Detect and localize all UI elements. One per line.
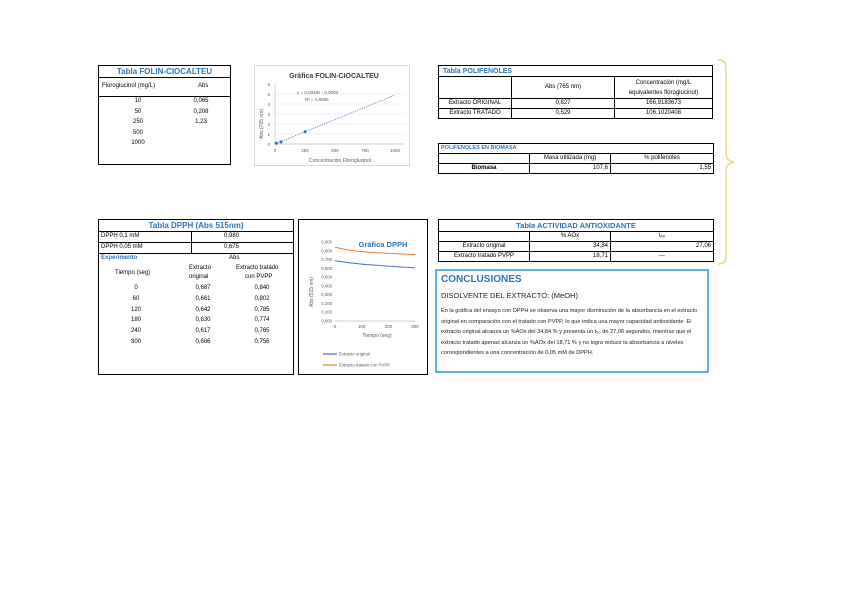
dpph-row-tratado: 0,774 <box>254 317 270 324</box>
folin-chart-svg <box>255 66 411 167</box>
folin-ytick: 6 <box>267 82 270 87</box>
folin-chart-title: Gráfica FOLIN-CIOCALTEU <box>289 73 379 80</box>
polifenoles-row-conc: 166,9183673 <box>615 99 713 109</box>
dpph-rows <box>99 284 293 349</box>
table-row <box>99 118 230 129</box>
actividad-row-t50: --- <box>611 252 714 262</box>
folin-row-conc: 500 <box>132 129 143 136</box>
dpph-h-trat2: con PVPP <box>245 274 273 280</box>
folin-rows <box>99 97 230 150</box>
dpph-row-original: 0,661 <box>195 295 211 302</box>
dpph-row-tratado: 0,840 <box>254 285 270 291</box>
biomasa-h-pct: % polifenoles <box>611 154 714 164</box>
dpph-ytick: 0,300 <box>321 292 332 298</box>
dpph-xtick: 300 <box>411 324 419 329</box>
folin-yticks <box>267 82 270 147</box>
dpph-chart-xlabel: Tiempo (seg) <box>362 333 392 339</box>
folin-chart-xlabel: Concentración Floroglucinol <box>309 158 371 164</box>
dpph-row-tiempo: 60 <box>132 295 140 302</box>
folin-row-conc: 10 <box>134 98 142 104</box>
polifenoles-h-conc2: equivalentes floroglucinol) <box>628 89 699 96</box>
folin-row-abs: 0,065 <box>193 98 209 104</box>
dpph-ytick: 0,400 <box>321 283 332 289</box>
dpph-exp-label: Experimento <box>101 255 138 261</box>
folin-table-title: Tabla FOLIN-CIOCALTEU <box>99 66 230 78</box>
polifenoles-row-abs: 0,827 <box>512 99 615 109</box>
folin-xtick: 500 <box>331 148 339 153</box>
dpph-ytick: 0,700 <box>321 257 332 263</box>
conclusiones-box <box>435 269 709 373</box>
table-row <box>99 306 293 317</box>
polifenoles-row-label: Extracto TRATADO <box>439 109 512 119</box>
dpph-r1-label: DPPH 0,1 mM <box>101 233 140 239</box>
dpph-chart-ylabel: Abs (515 nm) <box>309 276 315 308</box>
folin-col-conc: Floroglucinol (mg/L) <box>102 83 156 89</box>
actividad-h-aox: % AOx <box>530 232 611 242</box>
dpph-h-orig1: Extracto <box>189 265 212 271</box>
table-row <box>99 284 293 295</box>
table-row <box>99 295 293 306</box>
dpph-ytick: 0,800 <box>321 248 332 254</box>
actividad-row-label: Extracto tratado PVPP <box>439 252 530 262</box>
folin-col-abs: Abs <box>198 83 209 89</box>
dpph-row-original: 0,687 <box>195 285 211 291</box>
folin-point <box>303 130 306 133</box>
table-row <box>439 252 714 262</box>
dpph-row-tiempo: 0 <box>134 285 138 291</box>
actividad-h-t50: t₅₀ <box>611 232 714 242</box>
dpph-ytick: 0,000 <box>321 318 332 324</box>
dpph-chart-svg <box>299 220 427 374</box>
biomasa-title: POLIFENOLES EN BIOMASA <box>439 144 714 154</box>
dpph-chart-title: Gráfica DPPH <box>358 240 408 249</box>
dpph-abs-label: Abs <box>229 255 240 261</box>
folin-trendline <box>275 95 395 144</box>
folin-xtick: 750 <box>361 148 369 153</box>
biomasa-h-masa: Masa utilizada (mg) <box>530 154 611 164</box>
dpph-r2-label: DPPH 0,05 mM <box>101 244 143 250</box>
dpph-legend-label: Extracto original <box>339 351 370 357</box>
dpph-r1-val: 0,980 <box>224 233 240 239</box>
table-row <box>99 129 230 140</box>
folin-ytick: 0 <box>267 142 270 147</box>
biomasa-table <box>438 143 714 174</box>
biomasa-pct: 1,55 <box>611 164 714 174</box>
dpph-xtick: 200 <box>384 324 393 329</box>
folin-table <box>98 65 231 165</box>
table-row <box>439 99 713 109</box>
folin-xtick: 1000 <box>389 148 401 153</box>
actividad-row-label: Extracto original <box>439 242 530 252</box>
folin-ytick: 2 <box>267 122 270 127</box>
actividad-table <box>438 219 714 262</box>
table-row <box>99 97 230 108</box>
polifenoles-h-conc1: Concentración (mg/L <box>635 79 692 86</box>
table-row <box>439 164 714 174</box>
table-row <box>439 242 714 252</box>
table-row <box>99 316 293 327</box>
actividad-title: Tabla ACTIVIDAD ANTIOXIDANTE <box>439 220 714 232</box>
folin-chart <box>254 65 410 166</box>
dpph-ytick: 0,200 <box>321 300 332 306</box>
table-row <box>439 109 713 119</box>
table-row <box>99 108 230 119</box>
dpph-table-title: Tabla DPPH (Abs 515nm) <box>99 220 293 232</box>
dpph-row-original: 0,617 <box>195 328 211 335</box>
dpph-ytick: 0,600 <box>321 265 332 271</box>
dpph-table <box>98 219 294 375</box>
polifenoles-row-abs: 0,529 <box>512 109 615 119</box>
bracket-decoration <box>716 58 740 266</box>
folin-row-abs: 0,208 <box>193 108 209 115</box>
folin-r2: R² = 0,9885 <box>305 97 329 102</box>
polifenoles-title: Tabla POLIFENOLES <box>438 65 713 76</box>
actividad-row-aox: 34,84 <box>530 242 611 252</box>
folin-equation: y = 0,0049x - 0,0003 <box>297 90 339 95</box>
folin-row-conc: 1000 <box>131 140 145 146</box>
dpph-row-tratado: 0,765 <box>254 328 270 335</box>
dpph-row-original: 0,630 <box>195 317 211 324</box>
folin-point <box>279 140 282 143</box>
folin-ytick: 1 <box>267 132 270 137</box>
polifenoles-row-conc: 106,1020408 <box>615 109 713 119</box>
dpph-r2-val: 0,675 <box>224 244 240 250</box>
dpph-legend-label: Extracto tratado con PVPP <box>339 362 391 368</box>
conclusiones-title: CONCLUSIONES <box>441 274 522 285</box>
dpph-row-tiempo: 180 <box>130 317 141 324</box>
dpph-xtick: 0 <box>333 324 337 329</box>
folin-xticks <box>274 148 401 153</box>
folin-ytick: 5 <box>267 92 270 97</box>
dpph-ytick: 0,900 <box>321 239 332 245</box>
dpph-row-original: 0,606 <box>195 338 211 345</box>
dpph-row-tiempo: 300 <box>130 338 141 345</box>
biomasa-label: Biomasa <box>439 164 530 174</box>
folin-ytick: 4 <box>267 102 270 107</box>
dpph-h-tiempo: Tiempo (seg) <box>115 270 151 276</box>
dpph-ytick: 0,100 <box>321 309 332 315</box>
folin-row-conc: 50 <box>134 108 142 115</box>
biomasa-masa: 107,6 <box>530 164 611 174</box>
dpph-chart <box>298 219 428 375</box>
dpph-h-trat1: Extracto tratado <box>236 265 279 271</box>
dpph-h-orig2: original <box>189 274 209 280</box>
dpph-series-line <box>335 261 415 268</box>
dpph-row-tratado: 0,802 <box>254 295 270 302</box>
folin-row-conc: 250 <box>132 119 143 125</box>
polifenoles-row-label: Extracto ORIGINAL <box>439 99 512 109</box>
dpph-row-tiempo: 240 <box>130 328 141 335</box>
dpph-row-tiempo: 120 <box>130 306 141 313</box>
dpph-row-tratado: 0,756 <box>254 338 270 345</box>
actividad-row-t50: 27,06 <box>611 242 714 252</box>
conclusiones-body: En la gráfica del ensayo con DPPH se observa una mayor disminución de la absorbancia en el extracto original en comparación con el tratado con PVPP, lo que indica una mayor capacidad antioxidante. El extracto original alcanza un %AOx del 34,84 % y presenta un t₅₀ de 27,06 segundos, mientras que el extracto tratado apenas alcanza un %AOx del 18,71 % y no logra reducir la absorbancia a niveles correspondientes a una concentración de 0,05 mM de DPPH. <box>441 308 698 356</box>
table-row <box>99 338 293 349</box>
polifenoles-h-abs: Abs (765 nm) <box>512 77 615 99</box>
folin-chart-grid <box>275 94 405 144</box>
folin-point <box>275 142 278 145</box>
dpph-ytick: 0,500 <box>321 274 332 280</box>
dpph-row-original: 0,642 <box>195 306 211 313</box>
folin-xtick: 250 <box>301 148 309 153</box>
dpph-xtick: 100 <box>357 324 366 329</box>
folin-ytick: 3 <box>267 112 270 117</box>
polifenoles-table <box>438 65 713 119</box>
dpph-row-tratado: 0,785 <box>254 306 270 313</box>
actividad-row-aox: 18,71 <box>530 252 611 262</box>
folin-row-abs: 1,23 <box>195 119 207 125</box>
conclusiones-subtitle: DISOLVENTE DEL EXTRACTO: (MeOH) <box>441 291 578 300</box>
table-row <box>99 139 230 150</box>
table-row <box>99 327 293 338</box>
folin-chart-ylabel: Abs (765 nm) <box>259 108 265 140</box>
folin-xtick: 0 <box>273 148 277 153</box>
